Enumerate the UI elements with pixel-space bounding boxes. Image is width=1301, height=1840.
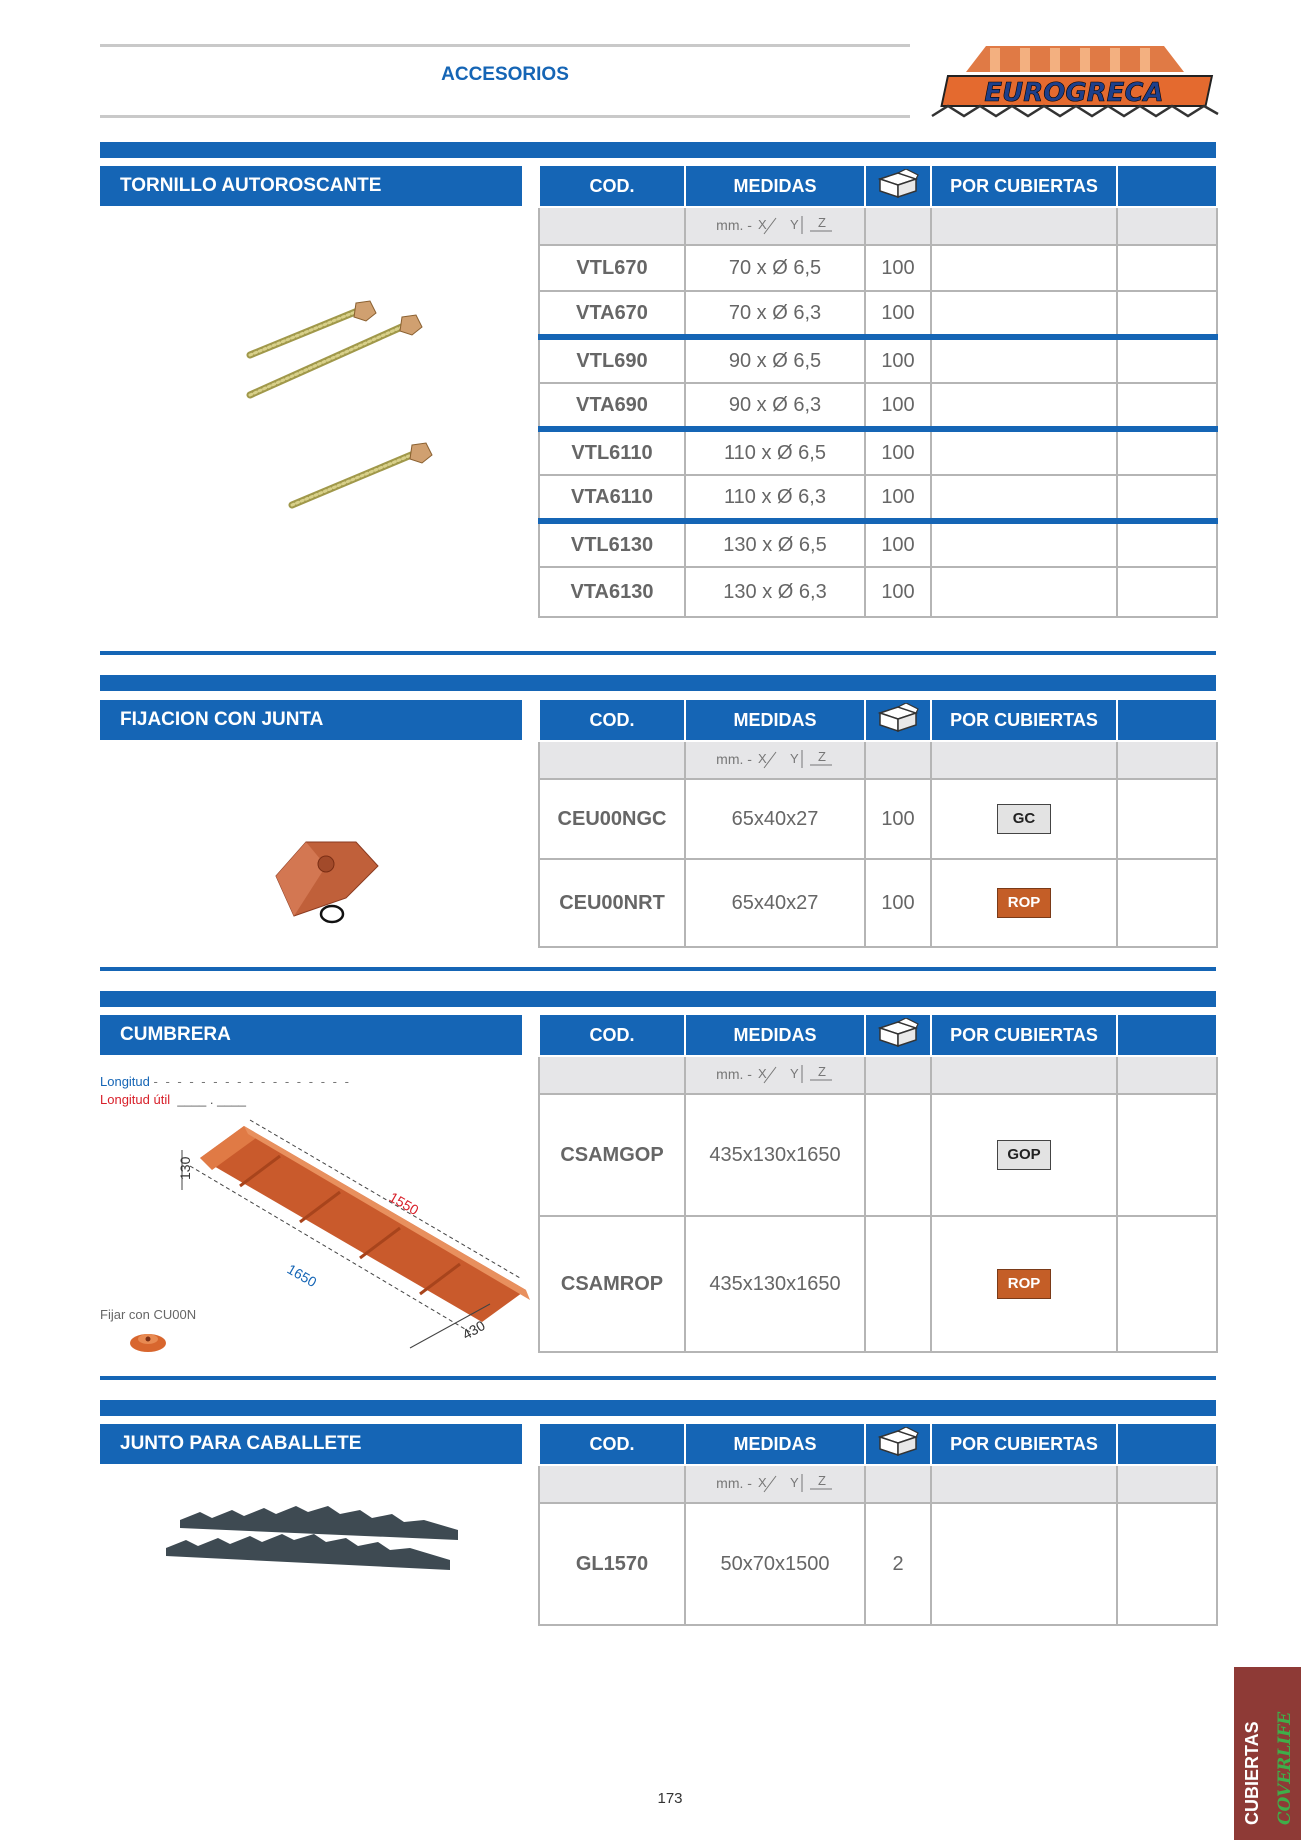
legend-longitud-label: Longitud [100,1074,150,1089]
cod-cell: VTL6110 [539,429,685,475]
qty-cell: 2 [865,1503,931,1625]
spec-table-tornillo [538,166,1218,618]
eurogreca-logo [928,38,1220,124]
col-por-cubiertas: POR CUBIERTAS [931,700,1117,741]
svg-text:130: 130 [177,1156,193,1180]
svg-text:Z: Z [817,214,826,230]
units-label: mm. - [716,1065,752,1082]
col-extra [1117,1015,1217,1056]
col-medidas: MEDIDAS [685,166,865,207]
svg-text:Y: Y [789,750,799,766]
section-divider [100,1376,1216,1380]
cubierta-badge-rop: ROP [997,888,1051,918]
spec-table-fijacion [538,700,1218,948]
cod-cell: VTL6130 [539,521,685,567]
medidas-cell: 130 x Ø 6,5 [685,521,865,567]
side-tab-label: CUBIERTAS [1242,1721,1262,1825]
col-box [865,166,931,207]
svg-text:1650: 1650 [284,1260,320,1291]
col-box [865,700,931,741]
axes-icon [756,214,834,239]
cu00n-washer-icon [128,1328,168,1359]
cod-cell: CSAMGOP [539,1094,685,1216]
medidas-cell: 70 x Ø 6,3 [685,291,865,337]
cod-cell: VTA690 [539,383,685,429]
section4-bar [100,1400,1216,1416]
qty-cell [865,1216,931,1352]
cod-cell: VTL690 [539,337,685,383]
units-label: mm. - [716,750,752,767]
svg-text:Z: Z [817,1063,826,1079]
box-icon [876,1427,920,1462]
cod-cell: CEU00NGC [539,779,685,859]
qty-cell: 100 [865,567,931,617]
section-title: TORNILLO AUTOROSCANTE [100,166,522,206]
header-bottom-rule [100,115,910,118]
box-icon [876,703,920,738]
qty-cell [865,1094,931,1216]
cod-cell: CEU00NRT [539,859,685,947]
spec-table-junta-caballete [538,1424,1218,1626]
section1-bar [100,142,1216,158]
units-label: mm. - [716,216,752,233]
qty-cell: 100 [865,245,931,291]
cubierta-badge-rop: ROP [997,1269,1051,1299]
legend-longitud-util: Longitud útil ____ . ____ [100,1092,247,1107]
cod-cell: VTA6110 [539,475,685,521]
cod-cell: CSAMROP [539,1216,685,1352]
medidas-cell: 130 x Ø 6,3 [685,567,865,617]
legend-longitud: Longitud - - - - - - - - - - - - - - - - - [100,1074,351,1089]
qty-cell: 100 [865,475,931,521]
section-divider [100,967,1216,971]
svg-text:X: X [757,216,767,232]
col-cod: COD. [539,166,685,207]
qty-cell: 100 [865,429,931,475]
fijar-label: Fijar con CU00N [100,1307,197,1322]
svg-text:X: X [757,1474,767,1490]
svg-text:X: X [757,750,767,766]
medidas-cell: 110 x Ø 6,5 [685,429,865,475]
cubierta-badge-gop: GOP [997,1140,1051,1170]
medidas-cell: 65x40x27 [685,779,865,859]
col-box [865,1424,931,1465]
units-cell [685,1056,865,1094]
axes-icon [756,748,834,773]
page-title: ACCESORIOS [441,64,569,85]
col-medidas: MEDIDAS [685,700,865,741]
section-title: JUNTO PARA CABALLETE [100,1424,522,1464]
qty-cell: 100 [865,779,931,859]
medidas-cell: 90 x Ø 6,5 [685,337,865,383]
section-title: CUMBRERA [100,1015,522,1055]
col-por-cubiertas: POR CUBIERTAS [931,166,1117,207]
axes-icon [756,1472,834,1497]
units-label: mm. - [716,1474,752,1491]
coverlife-logo [1272,1707,1296,1831]
axes-icon [756,1063,834,1088]
svg-text:Y: Y [789,216,799,232]
col-por-cubiertas: POR CUBIERTAS [931,1424,1117,1465]
units-cell [685,741,865,779]
units-cell [685,1465,865,1503]
units-cell [685,207,865,245]
svg-text:Z: Z [817,1472,826,1488]
box-icon [876,1018,920,1053]
medidas-cell: 50x70x1500 [685,1503,865,1625]
svg-text:COVERLIFE: COVERLIFE [1275,1711,1295,1825]
svg-text:Y: Y [789,1474,799,1490]
svg-text:X: X [757,1065,767,1081]
ridge-seal-strips-image [160,1506,460,1611]
medidas-cell: 435x130x1650 [685,1216,865,1352]
cod-cell: VTL670 [539,245,685,291]
col-box [865,1015,931,1056]
medidas-cell: 110 x Ø 6,3 [685,475,865,521]
section3-bar [100,991,1216,1007]
header-top-rule [100,44,910,47]
col-extra [1117,1424,1217,1465]
col-medidas: MEDIDAS [685,1424,865,1465]
fixing-washer-image [266,836,386,931]
qty-cell: 100 [865,337,931,383]
box-icon [876,169,920,204]
cubierta-badge-gc: GC [997,804,1051,834]
legend-util-label: Longitud útil [100,1092,171,1107]
col-por-cubiertas: POR CUBIERTAS [931,1015,1117,1056]
ridge-tile-diagram [160,1110,530,1365]
svg-text:Y: Y [789,1065,799,1081]
col-extra [1117,700,1217,741]
col-cod: COD. [539,700,685,741]
svg-text:1550: 1550 [386,1188,422,1219]
cod-cell: VTA670 [539,291,685,337]
side-tab-cubiertas[interactable] [1234,1667,1301,1840]
medidas-cell: 90 x Ø 6,3 [685,383,865,429]
logo-wordmark: EUROGRECA [984,78,1164,108]
qty-cell: 100 [865,859,931,947]
cod-cell: GL1570 [539,1503,685,1625]
col-cod: COD. [539,1015,685,1056]
spec-table-cumbrera [538,1015,1218,1353]
svg-text:430: 430 [459,1317,488,1343]
section2-bar [100,675,1216,691]
screws-image [230,295,450,520]
svg-text:Z: Z [817,748,826,764]
medidas-cell: 435x130x1650 [685,1094,865,1216]
cod-cell: VTA6130 [539,567,685,617]
medidas-cell: 65x40x27 [685,859,865,947]
section-divider [100,651,1216,655]
qty-cell: 100 [865,521,931,567]
qty-cell: 100 [865,383,931,429]
section-title: FIJACION CON JUNTA [100,700,522,740]
medidas-cell: 70 x Ø 6,5 [685,245,865,291]
col-cod: COD. [539,1424,685,1465]
page-number: 173 [657,1790,683,1807]
col-extra [1117,166,1217,207]
col-medidas: MEDIDAS [685,1015,865,1056]
qty-cell: 100 [865,291,931,337]
